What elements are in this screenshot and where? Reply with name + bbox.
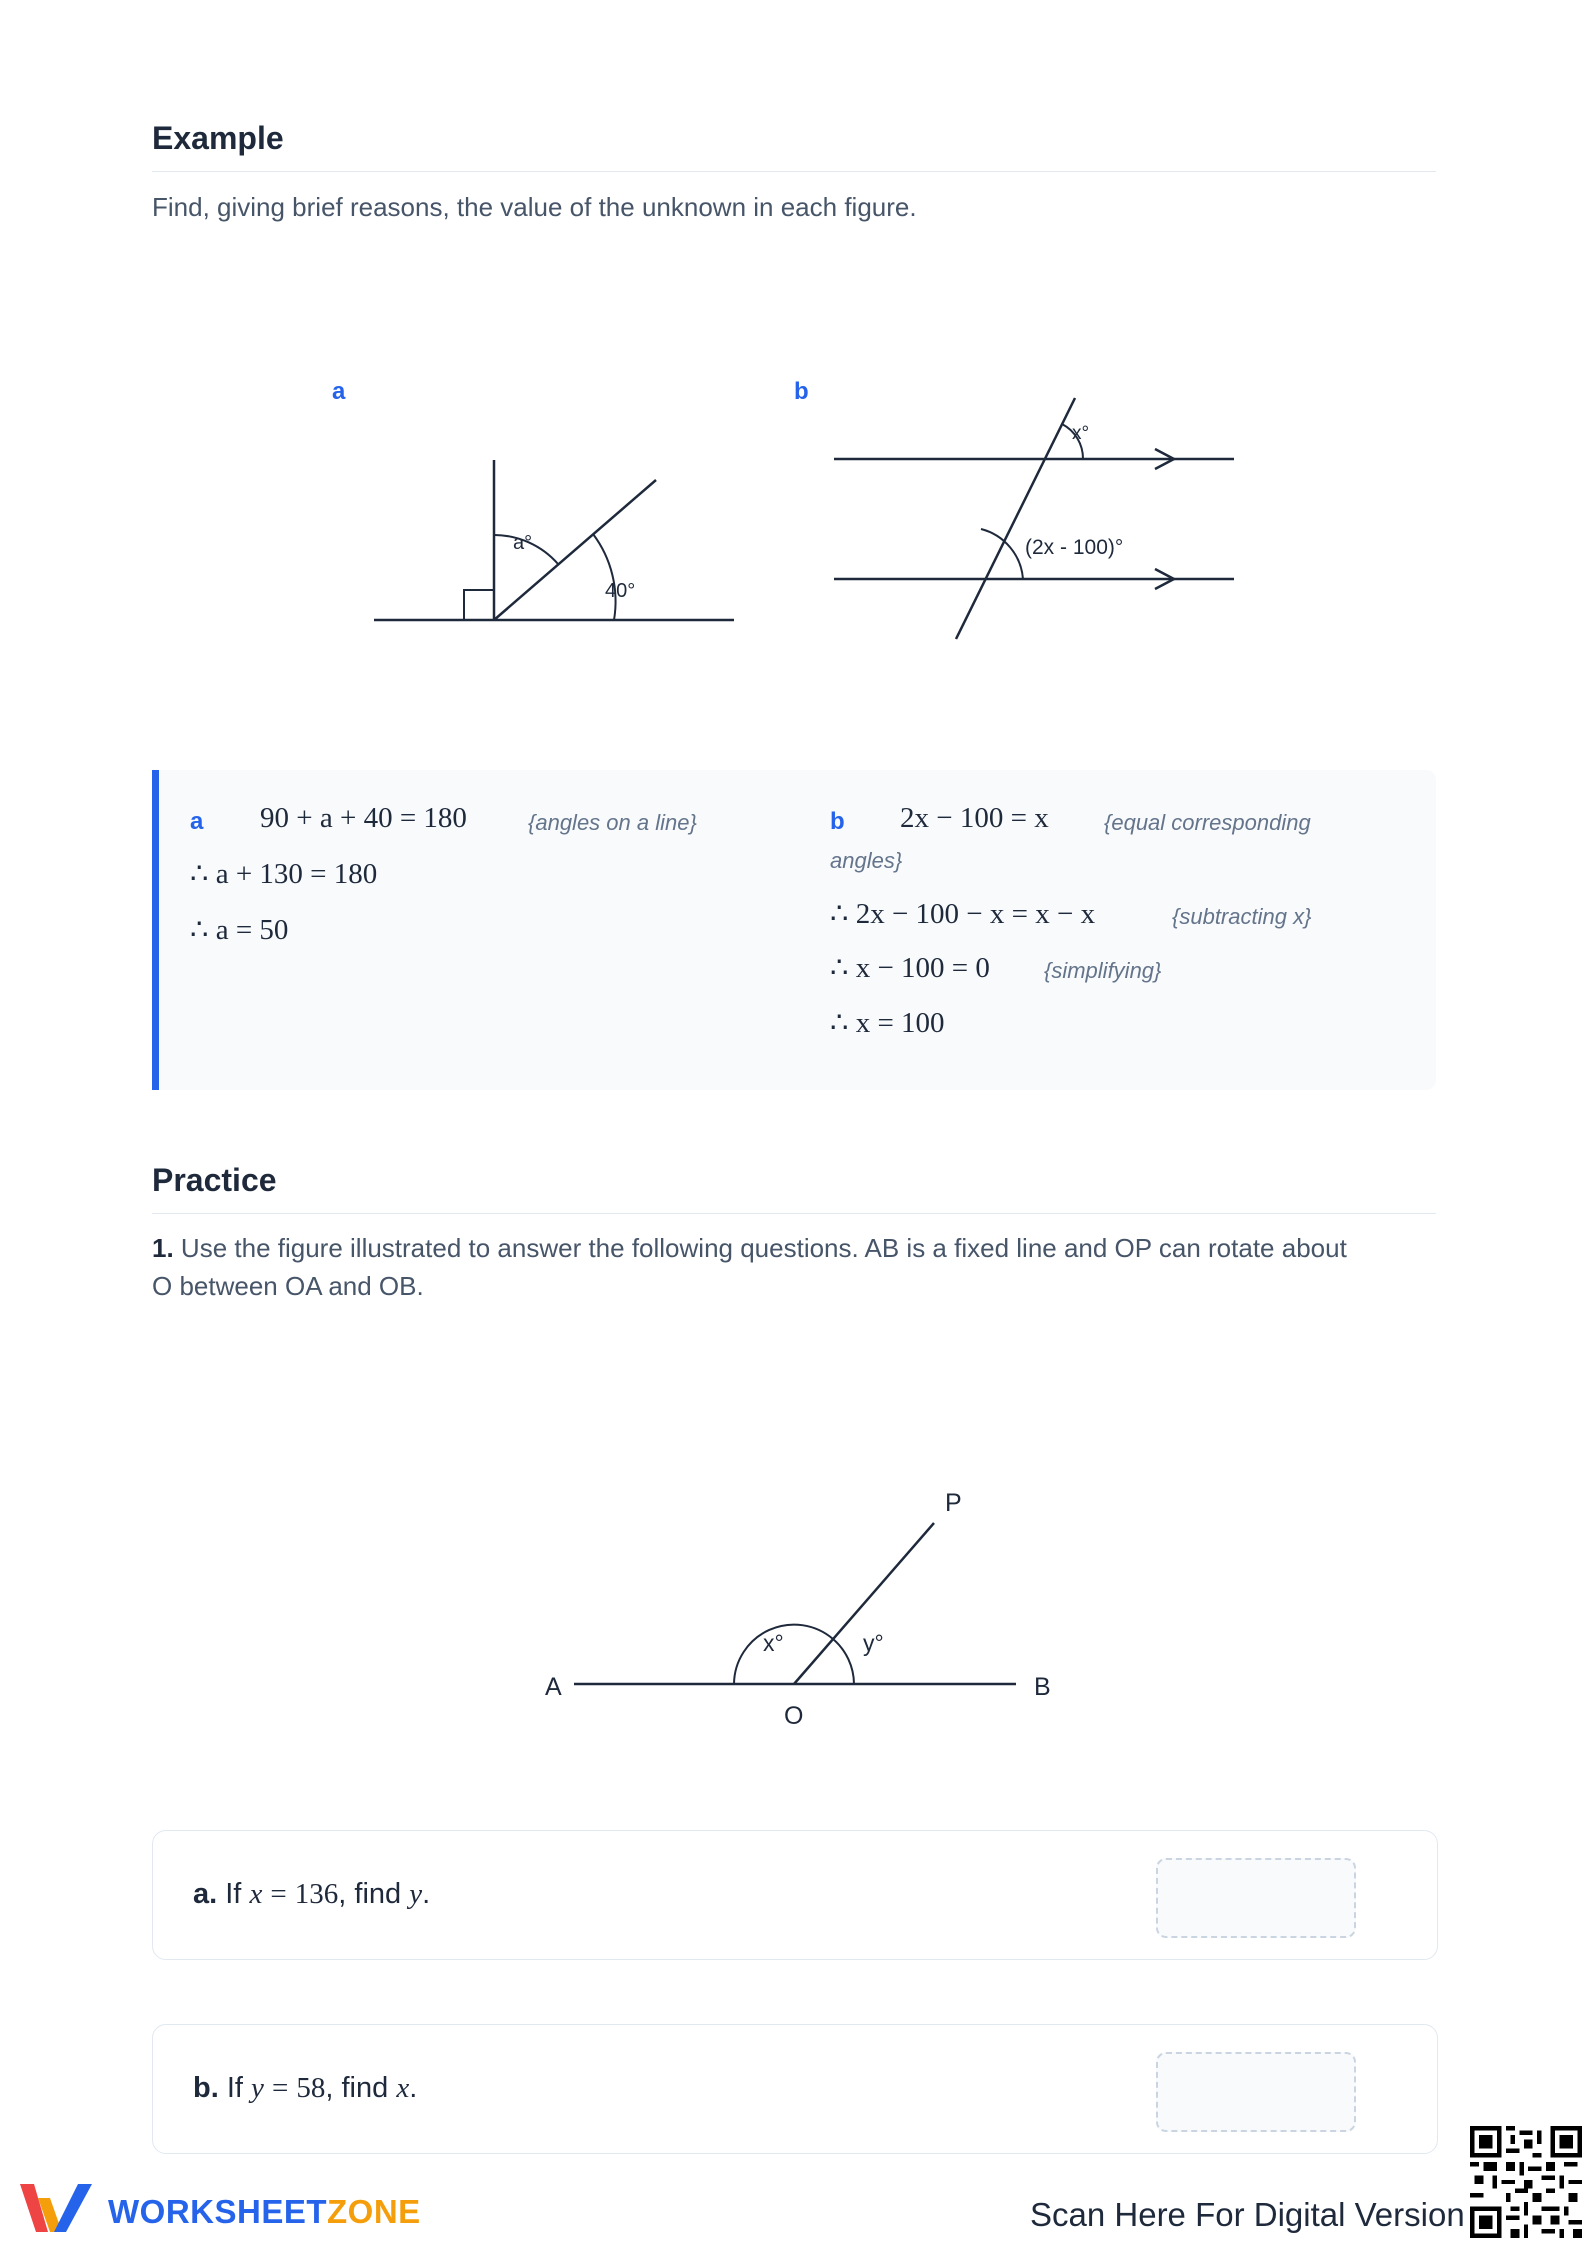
answer-a-input[interactable] xyxy=(1156,1858,1356,1938)
question-a-var2: y xyxy=(409,1878,423,1910)
example-divider xyxy=(152,171,1436,172)
question-b-eq: = xyxy=(271,2072,289,2104)
brand-name xyxy=(108,2193,421,2231)
question-b-label: b. xyxy=(193,2072,219,2104)
transversal xyxy=(956,398,1075,639)
figure-a-diagram xyxy=(360,440,760,640)
point-a-label: A xyxy=(545,1673,562,1701)
solution-b-line2: ∴ 2x − 100 − x = x − x xyxy=(830,898,1096,930)
solution-a-line2: ∴ a + 130 = 180 xyxy=(190,858,378,890)
angle-40-arc xyxy=(593,534,616,620)
figure-b-label: b xyxy=(794,378,809,405)
figure-b-diagram xyxy=(820,390,1250,655)
solution-b-line1-reason: {equal corresponding xyxy=(1104,810,1311,835)
brand-part2: ZONE xyxy=(327,2193,421,2230)
solution-b-line1: 2x − 100 = x xyxy=(900,802,1049,834)
solution-a-label: a xyxy=(190,808,204,835)
ray-op xyxy=(794,1523,934,1684)
question-a-label: a. xyxy=(193,1878,218,1910)
angle-2x-arc xyxy=(981,529,1023,579)
question-a-eq: = xyxy=(270,1878,287,1910)
practice-heading: Practice xyxy=(152,1162,277,1198)
question-b-mid: , find xyxy=(325,2072,389,2104)
practice-figure-diagram xyxy=(530,1470,1070,1730)
angle-x-label: x° xyxy=(1072,423,1090,444)
angle-y-arc xyxy=(833,1639,854,1684)
scan-text: Scan Here For Digital Version xyxy=(1030,2196,1465,2233)
answer-b-input[interactable] xyxy=(1156,2052,1356,2132)
solution-b-line3-reason: {simplifying} xyxy=(1044,958,1162,983)
practice-question xyxy=(152,1229,1442,1305)
point-o-label: O xyxy=(784,1702,804,1730)
angle-a-label: a° xyxy=(513,532,533,554)
question-a-var1: x xyxy=(249,1878,263,1910)
solution-accent-bar xyxy=(152,770,159,1090)
solution-a-line3: ∴ a = 50 xyxy=(190,914,289,946)
example-instruction: Find, giving brief reasons, the value of the unknown in each figure. xyxy=(152,192,917,222)
angle-x-label: x° xyxy=(763,1630,784,1656)
question-a-prefix: If xyxy=(225,1878,242,1910)
solution-a-line1-reason: {angles on a line} xyxy=(528,810,697,835)
question-b-prefix: If xyxy=(226,2072,243,2104)
angle-2x-label: (2x - 100)° xyxy=(1025,536,1124,559)
question-b-end: . xyxy=(409,2072,418,2104)
solution-b-line2-reason: {subtracting x} xyxy=(1172,904,1312,929)
example-heading: Example xyxy=(152,120,284,156)
qr-code-icon[interactable] xyxy=(1470,2126,1582,2238)
solution-b-line4: ∴ x = 100 xyxy=(830,1007,945,1039)
angle-y-label: y° xyxy=(863,1630,884,1656)
solution-a-line1: 90 + a + 40 = 180 xyxy=(260,802,467,834)
question-b-var1: y xyxy=(251,2072,264,2104)
question-a-end: . xyxy=(422,1878,431,1910)
question-a-mid: , find xyxy=(338,1878,402,1910)
point-b-label: B xyxy=(1034,1673,1051,1701)
question-text-line1: Use the figure illustrated to answer the following questions. AB is a fixed line and OP can rotate about xyxy=(180,1233,1347,1263)
question-text-line2: O between OA and OB. xyxy=(152,1271,424,1301)
question-a-value: 136 xyxy=(294,1878,339,1910)
worksheetzone-logo-icon xyxy=(18,2180,94,2238)
solution-b-line3: ∴ x − 100 = 0 xyxy=(830,952,990,984)
question-a-text xyxy=(193,1878,430,1911)
right-angle-marker xyxy=(464,590,494,620)
question-b-value: 58 xyxy=(296,2072,326,2104)
practice-divider xyxy=(152,1213,1436,1214)
point-p-label: P xyxy=(945,1489,962,1517)
question-number: 1. xyxy=(152,1233,174,1263)
question-b-var2: x xyxy=(396,2072,410,2104)
solution-b-label: b xyxy=(830,808,845,835)
figure-a-label: a xyxy=(332,378,346,405)
solution-b-line1-reason-cont: angles} xyxy=(830,848,903,873)
angle-40-label: 40° xyxy=(605,580,636,602)
brand-part1: WORKSHEET xyxy=(108,2193,327,2230)
question-b-text xyxy=(193,2072,417,2105)
